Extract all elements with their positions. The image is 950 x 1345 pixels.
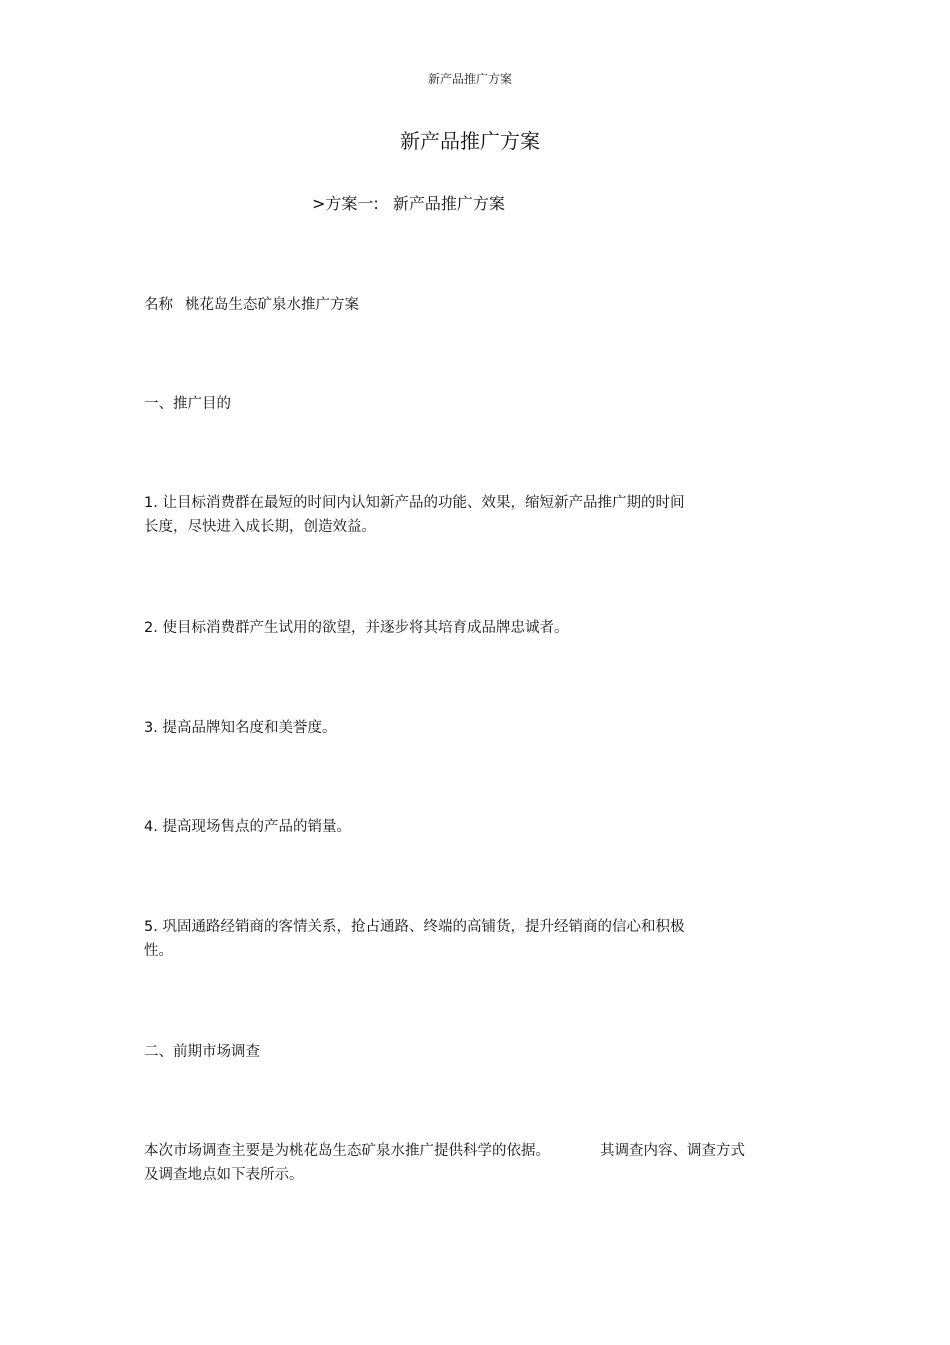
list-item-5-line-1: 5. 巩固通路经销商的客情关系，抢占通路、终端的高铺货，提升经销商的信心和积极 <box>144 919 685 935</box>
name-line <box>144 293 784 317</box>
intro-line-1-part-b: 其调查内容、调查方式 <box>600 1143 745 1159</box>
subtitle-text: 新产品推广方案 <box>392 194 505 213</box>
list-item-3-text: 3. 提高品牌知名度和美誉度。 <box>144 720 337 736</box>
section-heading-purpose: 一、推广目的 <box>144 396 231 412</box>
list-item-1-line-2: 长度，尽快进入成长期，创造效益。 <box>144 519 376 535</box>
document-title: 新产品推广方案 <box>400 129 540 153</box>
intro-paragraph <box>144 1139 804 1187</box>
intro-paragraph-line-2: 及调查地点如下表所示。 <box>144 1167 304 1183</box>
subtitle-prefix: >方案一: <box>312 194 379 213</box>
intro-line-1-part-a: 本次市场调查主要是为桃花岛生态矿泉水推广提供科学的依据。 <box>144 1143 550 1159</box>
list-item-4 <box>144 815 784 839</box>
list-item-2-text: 2. 使目标消费群产生试用的欲望，并逐步将其培育成品牌忠诚者。 <box>144 620 569 636</box>
section-heading-market-research: 二、前期市场调查 <box>144 1044 260 1060</box>
list-item-5 <box>144 915 784 963</box>
list-item-1 <box>144 491 784 539</box>
list-item-4-text: 4. 提高现场售点的产品的销量。 <box>144 819 351 835</box>
subtitle <box>312 193 505 215</box>
intro-paragraph-line-1 <box>144 1139 804 1163</box>
name-label: 名称 <box>144 297 173 313</box>
name-value: 桃花岛生态矿泉水推广方案 <box>185 297 359 313</box>
list-item-5-line-2: 性。 <box>144 943 173 959</box>
running-header: 新产品推广方案 <box>427 72 512 86</box>
list-item-1-line-1: 1. 让目标消费群在最短的时间内认知新产品的功能、效果，缩短新产品推广期的时间 <box>144 495 685 511</box>
list-item-2 <box>144 616 784 640</box>
list-item-3 <box>144 716 784 740</box>
